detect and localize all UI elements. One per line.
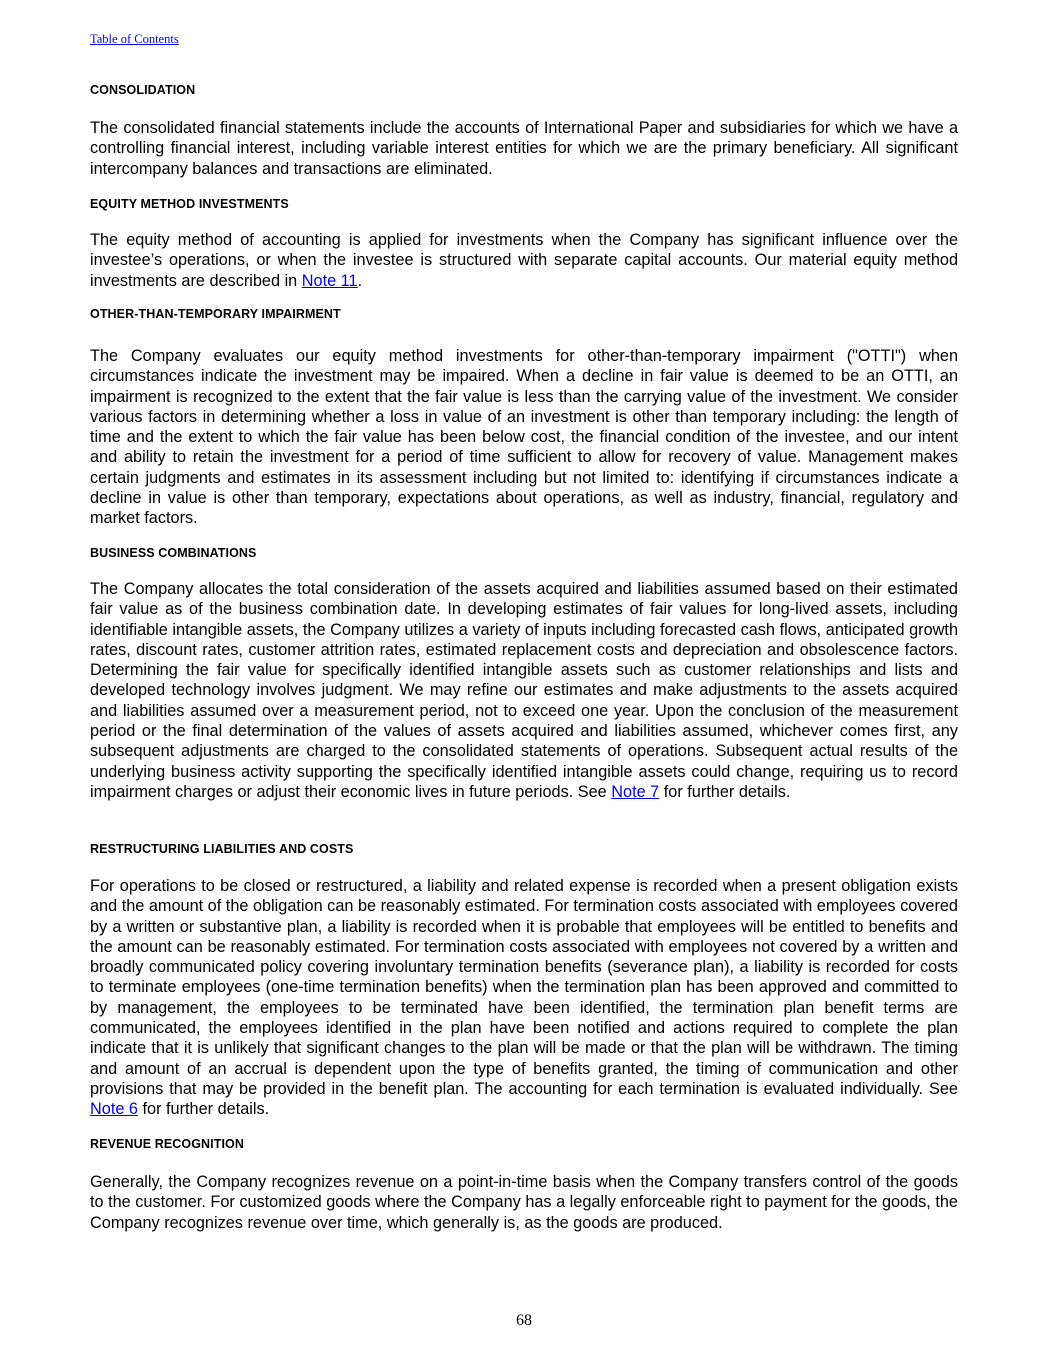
section-body-text-end: . xyxy=(357,271,363,290)
note-11-link[interactable]: Note 11 xyxy=(301,271,358,290)
section-equity-method-investments xyxy=(90,196,958,291)
section-body-text: The equity method of accounting is applied for investments when the Company has significant influence over the investee’s operations, or when the investee is structured with separate capital accounts. Our material equity method investments are described in xyxy=(90,231,958,290)
section-body: The consolidated financial statements include the accounts of International Paper and subsidiaries for which we have a controlling financial interest, including variable interest entities for which we are the primary beneficiary. All significant intercompany balances and transactions are eliminated. xyxy=(90,119,958,178)
section-heading: OTHER-THAN-TEMPORARY IMPAIRMENT xyxy=(90,307,341,321)
note-6-link[interactable]: Note 6 xyxy=(90,1100,138,1119)
section-business-combinations xyxy=(90,545,958,802)
section-body-text: The Company allocates the total consideration of the assets acquired and liabilities assumed based on their estimated fair value as of the business combination date. In developing estimates of fair values for long-lived assets, including identifiable intangible assets, the Company utilizes a variety of inputs including forecasted cash flows, anticipated growth rates, discount rates, customer attrition rates, estimated replacement costs and depreciation and obsolescence factors. Determining the fair value for specifically identified intangible assets such as customer relationships and lists and developed technology involves judgment. We may refine our estimates and make adjustments to the assets acquired and liabilities assumed over a measurement period, not to exceed one year. Upon the conclusion of the measurement period or the final determination of the values of assets acquired and liabilities assumed, whichever comes first, any subsequent adjustments are charged to the consolidated statements of operations. Subsequent actual results of the underlying business activity supporting the specifically identified intangible assets could change, requiring us to record impairment charges or adjust their economic lives in future periods. See xyxy=(90,580,958,801)
section-consolidation xyxy=(90,82,958,179)
section-body: Generally, the Company recognizes revenue on a point-in-time basis when the Company transfers control of the goods to the customer. For customized goods where the Company has a legally enforceable right to payment for the goods, the Company recognizes revenue over time, which generally is, as the goods are produced. xyxy=(90,1173,958,1232)
section-body xyxy=(90,876,958,1120)
section-restructuring-liabilities-and-costs xyxy=(90,841,958,1120)
section-heading: EQUITY METHOD INVESTMENTS xyxy=(90,197,289,211)
section-heading: CONSOLIDATION xyxy=(90,83,196,97)
section-revenue-recognition xyxy=(90,1136,958,1233)
section-other-than-temporary-impairment xyxy=(90,306,958,529)
section-heading: BUSINESS COMBINATIONS xyxy=(90,546,257,560)
page-number: 68 xyxy=(516,1312,532,1329)
section-heading: RESTRUCTURING LIABILITIES AND COSTS xyxy=(90,842,354,856)
table-of-contents-link[interactable]: Table of Contents xyxy=(90,32,179,46)
section-body-text: For operations to be closed or restructured, a liability and related expense is recorded when a present obligation exists and the amount of the obligation can be reasonably estimated. For termination costs associated with employees covered by a written or substantive plan, a liability is recorded when it is probable that employees will be entitled to benefits and the amount can be reasonably estimated. For termination costs associated with employees not covered by a written and broadly communicated policy covering involuntary termination benefits (severance plan), a liability is recorded for costs to terminate employees (one-time termination benefits) when the termination plan has been approved and committed to by management, the employees to be terminated have been identified, the termination plan benefit terms are communicated, the employees identified in the plan have been notified and actions required to complete the plan indicate that it is unlikely that significant changes to the plan will be made or that the plan will be withdrawn. The timing and amount of an accrual is dependent upon the type of benefits granted, the timing of communication and other provisions that may be provided in the benefit plan. The accounting for each termination is evaluated individually. See xyxy=(90,877,958,1098)
section-body: The Company evaluates our equity method investments for other-than-temporary impairment ("OTTI") when circumstances indicate the investment may be impaired. When a decline in fair value is deemed to be an OTTI, an impairment is recognized to the extent that the fair value is less than the carrying value of the investment. We consider various factors in determining whether a loss in value of an investment is other than temporary including: the length of time and the extent to which the fair value has been below cost, the financial condition of the investee, and our intent and ability to retain the investment for a period of time sufficient to allow for recovery of value. Management makes certain judgments and estimates in its assessment including but not limited to: identifying if circumstances indicate a decline in value is other than temporary, expectations about operations, as well as industry, financial, regulatory and market factors. xyxy=(90,347,958,528)
note-7-link[interactable]: Note 7 xyxy=(611,782,660,801)
section-body xyxy=(90,579,958,802)
section-body-text-end: for further details. xyxy=(659,782,791,801)
section-heading: REVENUE RECOGNITION xyxy=(90,1137,244,1151)
section-body xyxy=(90,230,958,291)
section-body-text-end: for further details. xyxy=(137,1100,270,1119)
